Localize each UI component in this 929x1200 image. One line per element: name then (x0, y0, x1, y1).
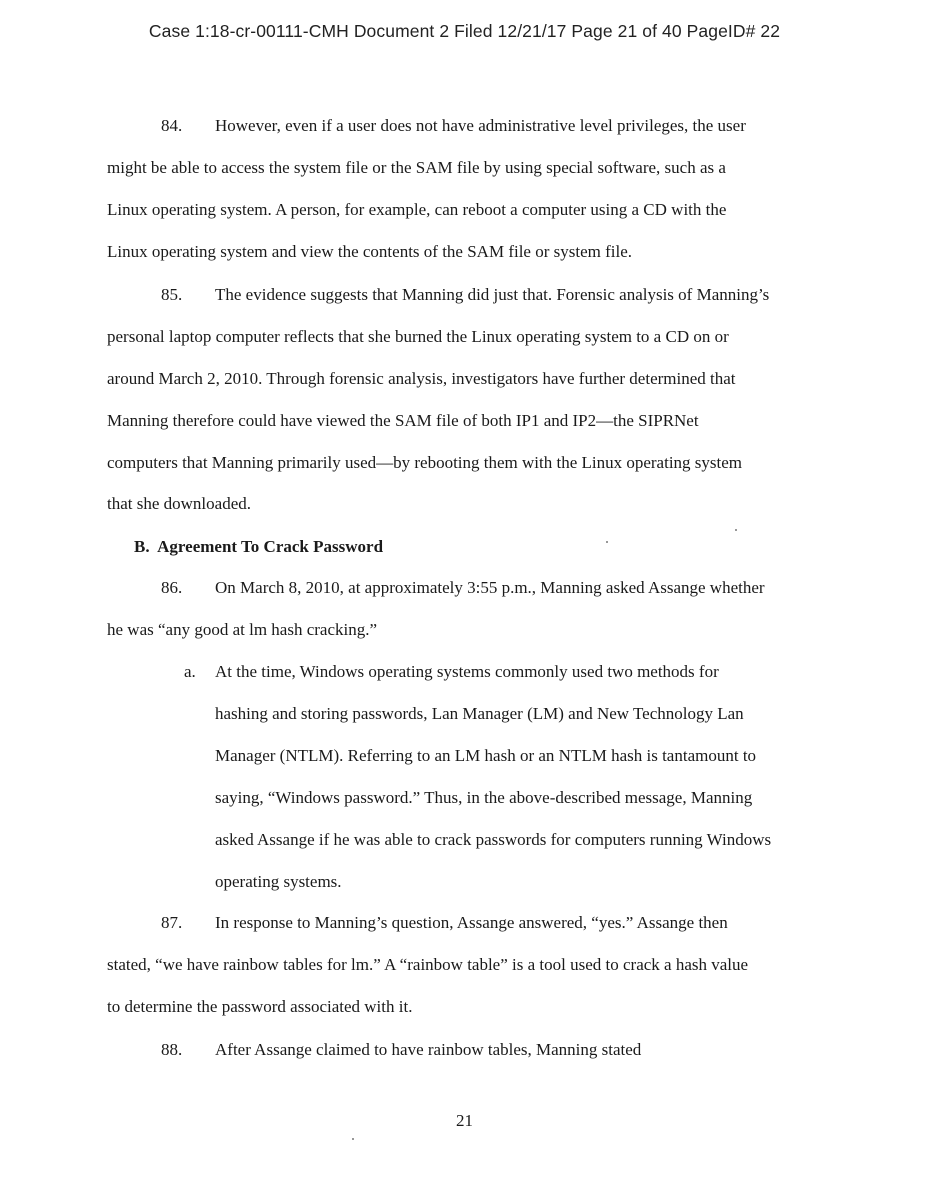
subitem-a-line-5: asked Assange if he was able to crack passwords for computers running Windows (215, 830, 772, 849)
paragraph-87-line-1 (107, 913, 728, 933)
paragraph-85-line-5: computers that Manning primarily used—by rebooting them with the Linux operating system (107, 453, 743, 472)
line-text: On March 8, 2010, at approximately 3:55 p.m., Manning asked Assange whether (215, 578, 765, 597)
line-text: In response to Manning’s question, Assange answered, “yes.” Assange then (215, 913, 728, 932)
line-text: The evidence suggests that Manning did just that. Forensic analysis of Manning’s (215, 285, 770, 304)
scan-speck (735, 529, 737, 531)
subitem-a-line-6: operating systems. (215, 872, 342, 891)
paragraph-number: 86. (161, 578, 183, 597)
paragraph-88-line-1 (107, 1040, 641, 1060)
section-title: Agreement To Crack Password (157, 537, 384, 556)
line-text: After Assange claimed to have rainbow tables, Manning stated (215, 1040, 642, 1059)
subitem-a-line-4: saying, “Windows password.” Thus, in the above-described message, Manning (215, 788, 753, 807)
paragraph-number: 84. (161, 116, 183, 135)
section-label: B. (134, 537, 150, 556)
paragraph-85-line-4: Manning therefore could have viewed the SAM file of both IP1 and IP2—the SIPRNet (107, 411, 699, 430)
scan-speck (352, 1138, 354, 1140)
paragraph-86-line-2: he was “any good at lm hash cracking.” (107, 620, 378, 639)
paragraph-87-line-3: to determine the password associated with it. (107, 997, 413, 1016)
line-text: However, even if a user does not have administrative level privileges, the user (215, 116, 746, 135)
paragraph-87-line-2: stated, “we have rainbow tables for lm.” A “rainbow table” is a tool used to crack a hash value (107, 955, 749, 974)
subitem-a-line-2: hashing and storing passwords, Lan Manager (LM) and New Technology Lan (215, 704, 744, 723)
line-text: At the time, Windows operating systems commonly used two methods for (215, 662, 719, 681)
subitem-a-line-3: Manager (NTLM). Referring to an LM hash or an NTLM hash is tantamount to (215, 746, 757, 765)
page-number: 21 (456, 1111, 473, 1130)
paragraph-84-line-1 (107, 116, 746, 136)
scan-speck (606, 541, 608, 543)
paragraph-number: 88. (161, 1040, 183, 1059)
paragraph-85-line-2: personal laptop computer reflects that she burned the Linux operating system to a CD on or (107, 327, 729, 346)
paragraph-number: 87. (161, 913, 183, 932)
paragraph-number: 85. (161, 285, 183, 304)
paragraph-84-line-4: Linux operating system and view the contents of the SAM file or system file. (107, 242, 633, 261)
subitem-marker: a. (184, 662, 196, 681)
paragraph-84-line-2: might be able to access the system file or the SAM file by using special software, such as a (107, 158, 726, 177)
paragraph-86-line-1 (107, 578, 765, 598)
paragraph-85-line-1 (107, 285, 769, 305)
paragraph-84-line-3: Linux operating system. A person, for example, can reboot a computer using a CD with the (107, 200, 727, 219)
subitem-a-line-1 (184, 662, 719, 682)
case-header: Case 1:18-cr-00111-CMH Document 2 Filed 12/21/17 Page 21 of 40 PageID# 22 (148, 21, 781, 41)
paragraph-85-line-3: around March 2, 2010. Through forensic analysis, investigators have further determined that (107, 369, 736, 388)
paragraph-85-line-6: that she downloaded. (107, 494, 251, 513)
section-heading (134, 537, 383, 557)
